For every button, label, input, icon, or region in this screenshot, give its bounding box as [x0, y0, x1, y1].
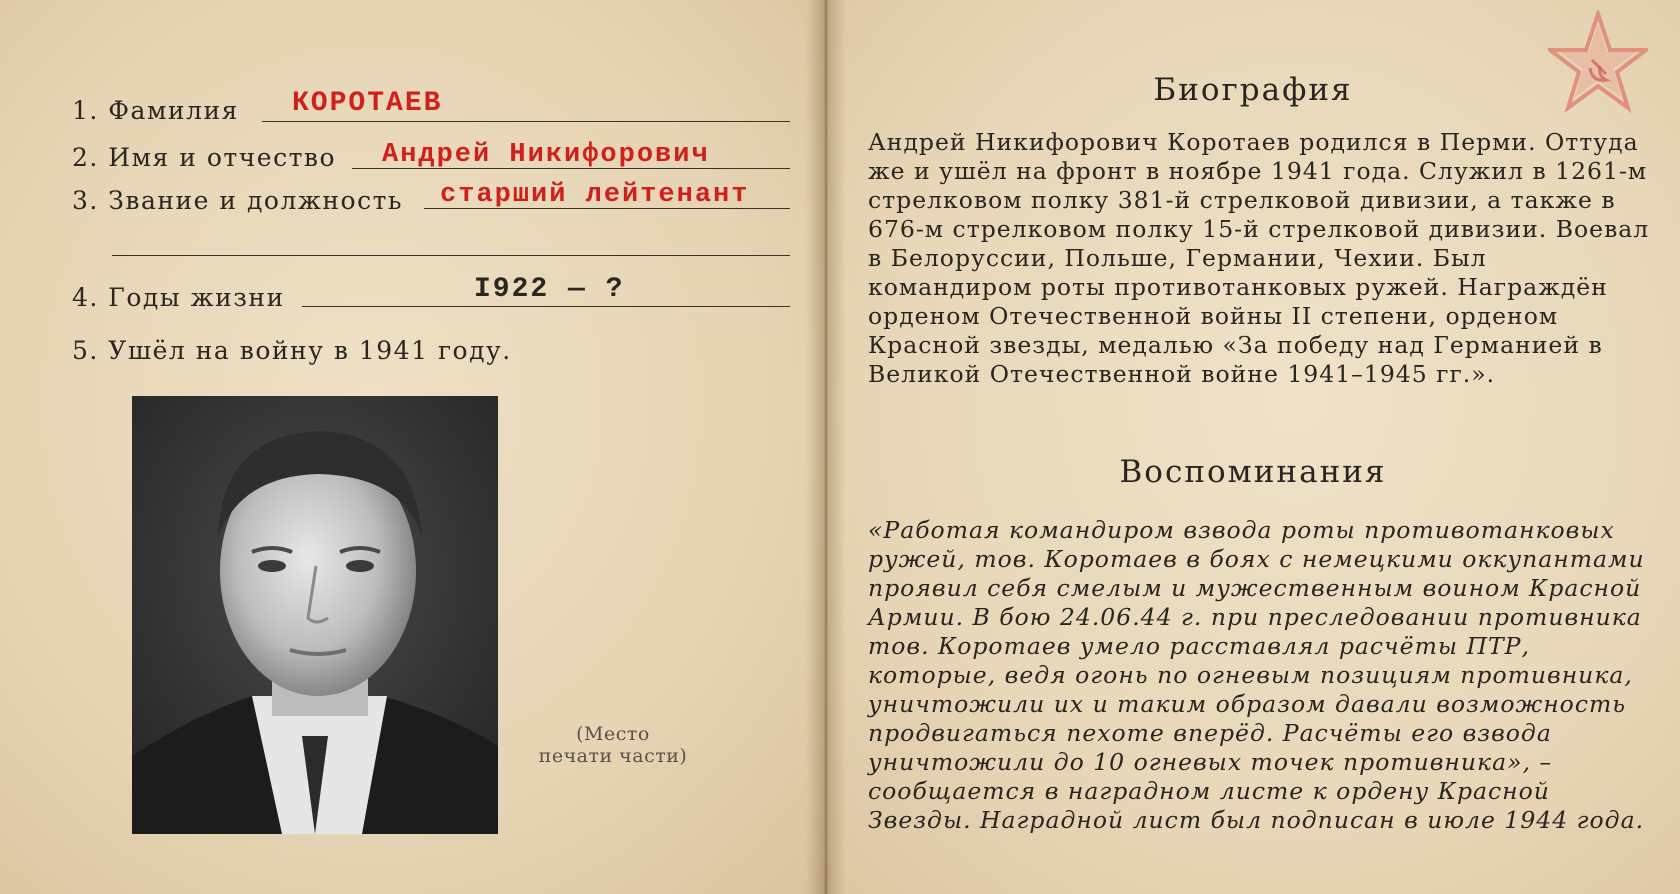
rank-value: старший лейтенант	[440, 180, 750, 210]
portrait-photo	[132, 396, 498, 834]
right-page-content	[826, 0, 1680, 894]
rank-continuation-line	[112, 255, 790, 256]
years-label: 4. Годы жизни	[72, 283, 285, 312]
stamp-note-line2: печати части)	[538, 745, 688, 767]
stamp-place-note	[528, 723, 698, 767]
stamp-note-line1: (Место	[576, 723, 650, 745]
memories-text: «Работая командиром взвода роты противотанковых ружей, тов. Коротаев в боях с немецкими оккупантами проявил себя смелым и мужественным воином Красной Армии. В бою 24.06.44 г. при преследовании противника тов. Коротаев умело расставлял расчёты ПТР, которые, ведя огонь по огневым позициям противника, уничтожили их и таким образом давали возможность продвигаться пехоте вперёд. Расчёты его взвода уничтожили до 10 огневых точек противника», – сообщается в наградном листе к ордену Красной Звезды. Наградной лист был подписан в июле 1944 года.	[868, 516, 1645, 834]
rank-label: 3. Звание и должность	[72, 186, 404, 215]
red-star-hammer-sickle-icon	[1548, 10, 1648, 122]
portrait-illustration	[132, 396, 498, 834]
memories-title: Воспоминания	[1119, 454, 1387, 490]
surname-label: 1. Фамилия	[72, 96, 239, 125]
name-value: Андрей Никифорович	[382, 140, 710, 170]
years-value: I922 — ?	[474, 274, 625, 305]
war-entry-text: 5. Ушёл на войну в 1941 году.	[72, 336, 512, 365]
surname-value: КОРОТАЕВ	[292, 88, 443, 119]
surname-line	[262, 121, 790, 122]
name-label: 2. Имя и отчество	[72, 143, 337, 172]
biography-title: Биография	[1153, 72, 1353, 108]
biography-text: Андрей Никифорович Коротаев родился в Перми. Оттуда же и ушёл на фронт в ноябре 1941 года. Служил в 1261-м стрелковом полку 381-й стрелковой дивизии, а также в 676-м стрелковом полку 15-й стрелковой дивизии. Воевал в Белоруссии, Польше, Германии, Чехии. Был командиром роты противотанковых ружей. Награждён орденом Отечественной войны II степени, орденом Красной звезды, медалью «За победу над Германией в Великой Отечественной войне 1941–1945 гг.».	[868, 128, 1650, 388]
years-line	[302, 306, 790, 307]
